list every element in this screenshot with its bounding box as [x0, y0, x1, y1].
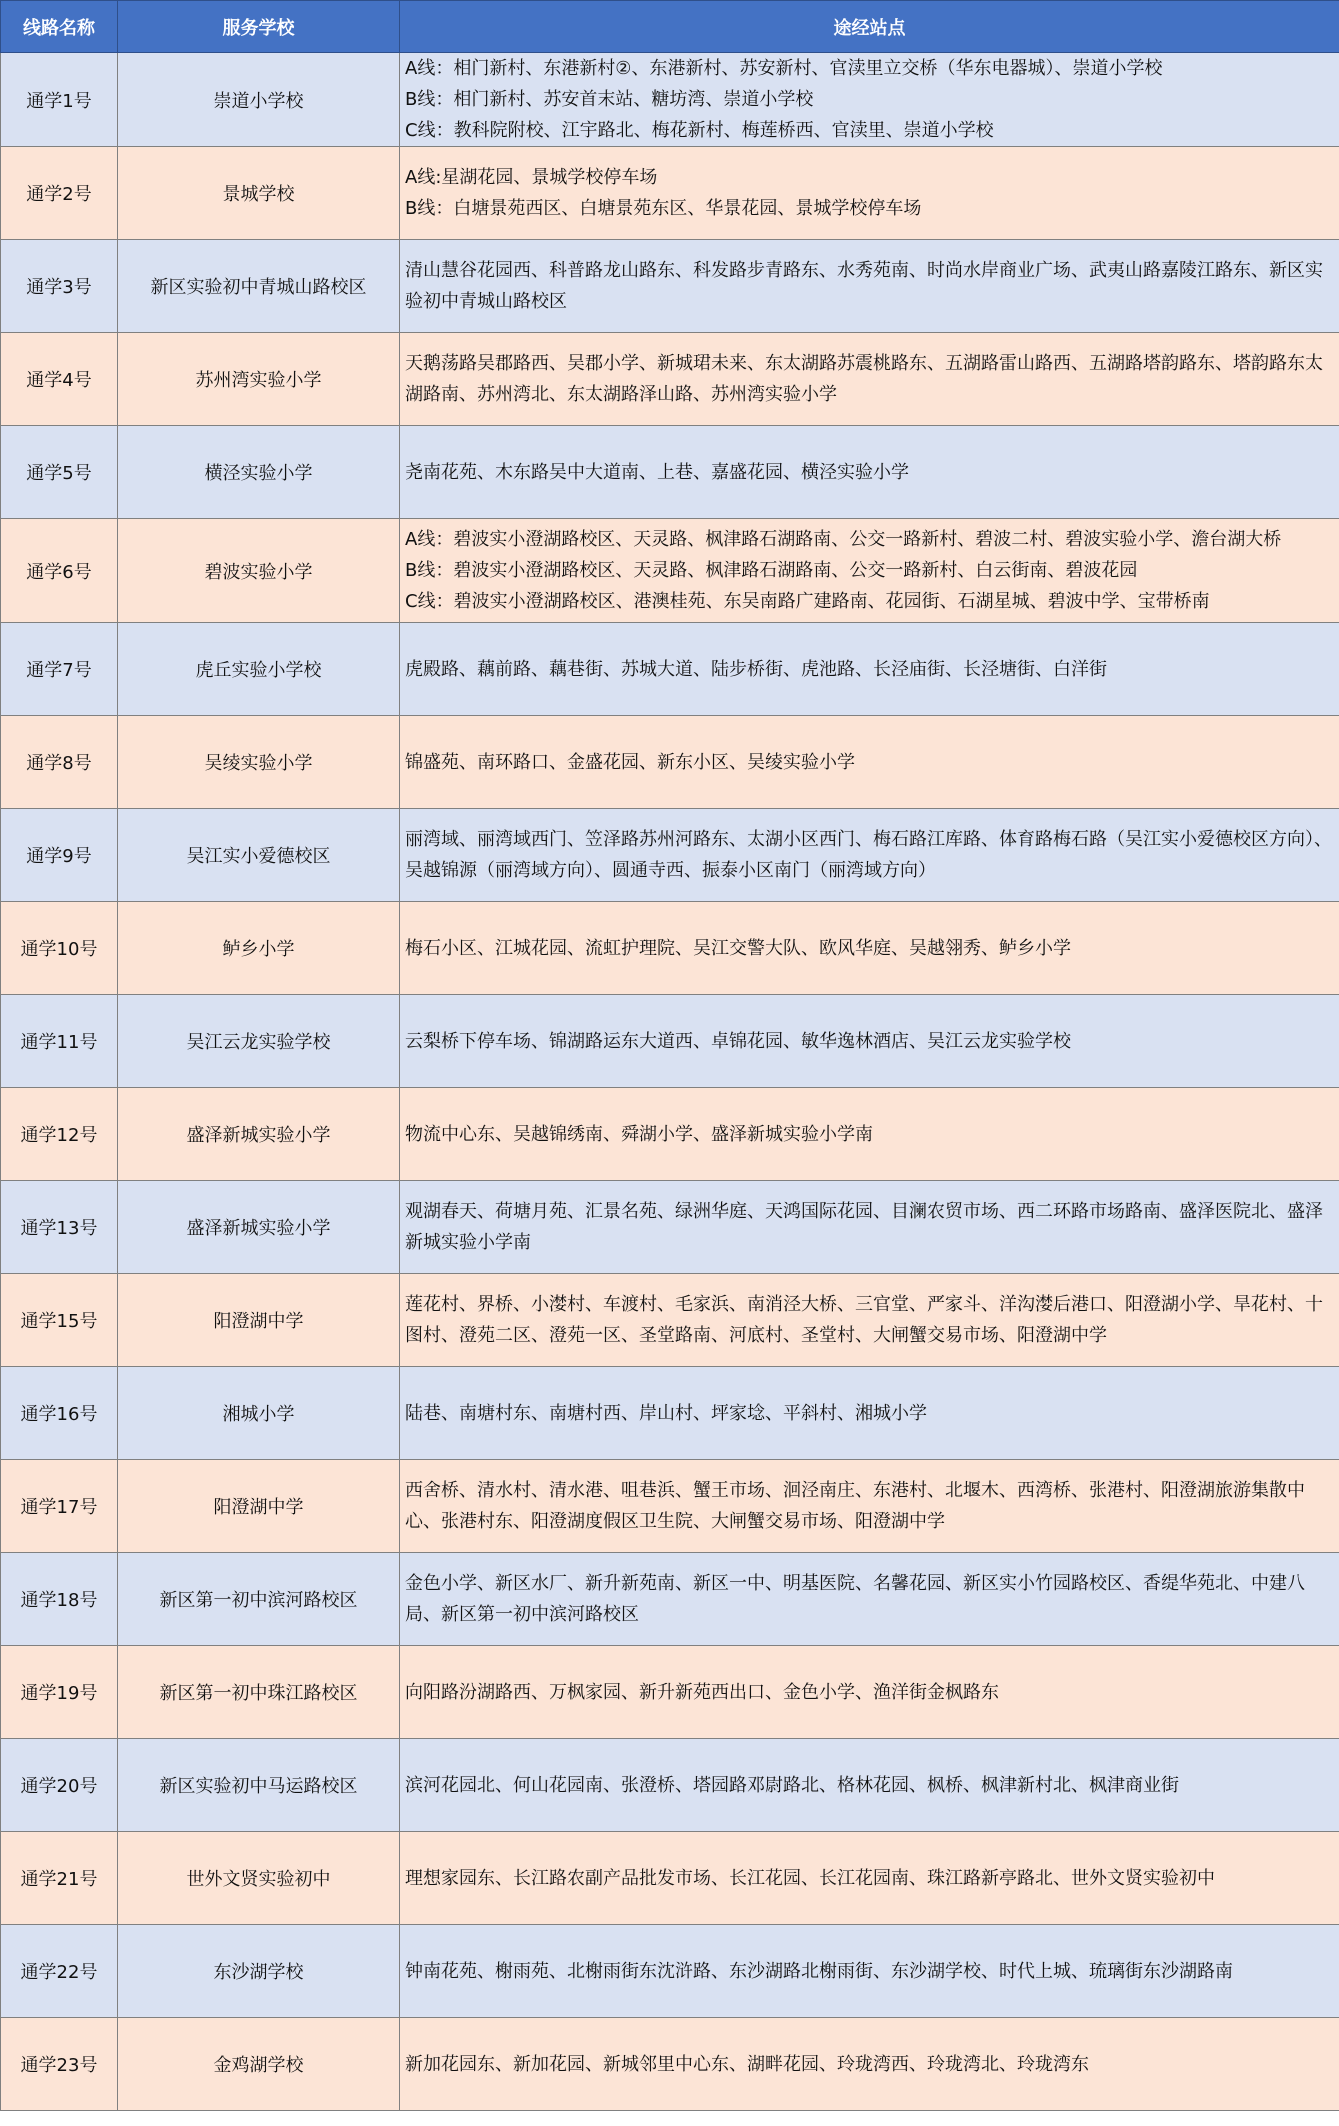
table-row: [1, 1925, 1339, 2018]
school-cell: 吴江实小爱德校区: [118, 809, 400, 902]
stop-line: A线：碧波实小澄湖路校区、天灵路、枫津路石湖路南、公交一路新村、碧波二村、碧波实验小学、澹台湖大桥: [405, 529, 1282, 550]
stop-line: B线：白塘景苑西区、白塘景苑东区、华景花园、景城学校停车场: [405, 198, 922, 219]
header-route-name: 线路名称: [1, 1, 118, 53]
stop-line: B线：碧波实小澄湖路校区、天灵路、枫津路石湖路南、公交一路新村、白云街南、碧波花园: [405, 560, 1138, 581]
route-name-cell: 通学19号: [1, 1646, 118, 1739]
route-name-cell: 通学13号: [1, 1181, 118, 1274]
stops-cell: 锦盛苑、南环路口、金盛花园、新东小区、吴绫实验小学: [400, 716, 1339, 809]
table-row: [1, 1367, 1339, 1460]
school-cell: 新区第一初中滨河路校区: [118, 1553, 400, 1646]
stops-cell: 陆巷、南塘村东、南塘村西、岸山村、坪家埝、平斜村、湘城小学: [400, 1367, 1339, 1460]
stops-cell: [400, 519, 1339, 623]
route-name-cell: 通学21号: [1, 1832, 118, 1925]
header-stops: 途经站点: [400, 1, 1339, 53]
stop-line: C线：教科院附校、江宇路北、梅花新村、梅莲桥西、官渎里、崇道小学校: [405, 120, 994, 141]
stops-cell: 天鹅荡路吴郡路西、吴郡小学、新城珺未来、东太湖路苏震桃路东、五湖路雷山路西、五湖路塔韵路东、塔韵路东太湖路南、苏州湾北、东太湖路泽山路、苏州湾实验小学: [400, 333, 1339, 426]
route-name-cell: 通学9号: [1, 809, 118, 902]
table-row: [1, 1739, 1339, 1832]
stops-cell: 西舍桥、清水村、清水港、咀巷浜、蟹王市场、洄泾南庄、东港村、北堰木、西湾桥、张港村、阳澄湖旅游集散中心、张港村东、阳澄湖度假区卫生院、大闸蟹交易市场、阳澄湖中学: [400, 1460, 1339, 1553]
stops-cell: 莲花村、界桥、小漤村、车渡村、毛家浜、南消泾大桥、三官堂、严家斗、洋沟漤后港口、阳澄湖小学、旱花村、十图村、澄苑二区、澄苑一区、圣堂路南、河底村、圣堂村、大闸蟹交易市场、阳澄湖中学: [400, 1274, 1339, 1367]
stops-cell: 虎殿路、藕前路、藕巷街、苏城大道、陆步桥街、虎池路、长泾庙街、长泾塘街、白洋街: [400, 623, 1339, 716]
route-name-cell: 通学16号: [1, 1367, 118, 1460]
table-body: [1, 53, 1339, 2111]
route-name-cell: 通学2号: [1, 147, 118, 240]
route-name-cell: 通学10号: [1, 902, 118, 995]
table-row: [1, 2018, 1339, 2111]
table-row: [1, 240, 1339, 333]
stop-line: A线:星湖花园、景城学校停车场: [405, 167, 658, 188]
route-name-cell: 通学8号: [1, 716, 118, 809]
route-name-cell: 通学17号: [1, 1460, 118, 1553]
table-row: [1, 1274, 1339, 1367]
route-name-cell: 通学5号: [1, 426, 118, 519]
stops-cell: 钟南花苑、榭雨苑、北榭雨街东沈浒路、东沙湖路北榭雨街、东沙湖学校、时代上城、琉璃街东沙湖路南: [400, 1925, 1339, 2018]
stops-cell: 梅石小区、江城花园、流虹护理院、吴江交警大队、欧风华庭、吴越翎秀、鲈乡小学: [400, 902, 1339, 995]
stops-cell: 云梨桥下停车场、锦湖路运东大道西、卓锦花园、敏华逸林酒店、吴江云龙实验学校: [400, 995, 1339, 1088]
school-cell: 东沙湖学校: [118, 1925, 400, 2018]
route-name-cell: 通学11号: [1, 995, 118, 1088]
school-cell: 新区第一初中珠江路校区: [118, 1646, 400, 1739]
table-row: [1, 623, 1339, 716]
stops-cell: 物流中心东、吴越锦绣南、舜湖小学、盛泽新城实验小学南: [400, 1088, 1339, 1181]
table-row: [1, 716, 1339, 809]
route-name-cell: 通学23号: [1, 2018, 118, 2111]
school-cell: 横泾实验小学: [118, 426, 400, 519]
table-row: [1, 1553, 1339, 1646]
route-name-cell: 通学20号: [1, 1739, 118, 1832]
school-cell: 新区实验初中青城山路校区: [118, 240, 400, 333]
stops-cell: [400, 53, 1339, 147]
table-row: [1, 426, 1339, 519]
table-row: [1, 1460, 1339, 1553]
stops-cell: 观湖春天、荷塘月苑、汇景名苑、绿洲华庭、天鸿国际花园、目澜农贸市场、西二环路市场路南、盛泽医院北、盛泽新城实验小学南: [400, 1181, 1339, 1274]
stops-cell: 新加花园东、新加花园、新城邻里中心东、湖畔花园、玲珑湾西、玲珑湾北、玲珑湾东: [400, 2018, 1339, 2111]
stops-cell: 理想家园东、长江路农副产品批发市场、长江花园、长江花园南、珠江路新亭路北、世外文贤实验初中: [400, 1832, 1339, 1925]
school-cell: 虎丘实验小学校: [118, 623, 400, 716]
stops-cell: 金色小学、新区水厂、新升新苑南、新区一中、明基医院、名馨花园、新区实小竹园路校区、香缇华苑北、中建八局、新区第一初中滨河路校区: [400, 1553, 1339, 1646]
table-row: [1, 1646, 1339, 1739]
route-name-cell: 通学1号: [1, 53, 118, 147]
school-cell: 世外文贤实验初中: [118, 1832, 400, 1925]
school-cell: 阳澄湖中学: [118, 1460, 400, 1553]
route-name-cell: 通学12号: [1, 1088, 118, 1181]
school-cell: 崇道小学校: [118, 53, 400, 147]
table-row: [1, 53, 1339, 147]
stops-cell: 滨河花园北、何山花园南、张澄桥、塔园路邓尉路北、格林花园、枫桥、枫津新村北、枫津商业街: [400, 1739, 1339, 1832]
school-cell: 金鸡湖学校: [118, 2018, 400, 2111]
school-cell: 盛泽新城实验小学: [118, 1088, 400, 1181]
school-cell: 苏州湾实验小学: [118, 333, 400, 426]
school-cell: 阳澄湖中学: [118, 1274, 400, 1367]
route-name-cell: 通学18号: [1, 1553, 118, 1646]
route-name-cell: 通学22号: [1, 1925, 118, 2018]
school-cell: 景城学校: [118, 147, 400, 240]
route-name-cell: 通学4号: [1, 333, 118, 426]
route-name-cell: 通学15号: [1, 1274, 118, 1367]
table-row: [1, 809, 1339, 902]
table-row: [1, 519, 1339, 623]
school-cell: 碧波实验小学: [118, 519, 400, 623]
stops-cell: 向阳路汾湖路西、万枫家园、新升新苑西出口、金色小学、渔洋街金枫路东: [400, 1646, 1339, 1739]
school-cell: 吴绫实验小学: [118, 716, 400, 809]
school-cell: 鲈乡小学: [118, 902, 400, 995]
school-cell: 盛泽新城实验小学: [118, 1181, 400, 1274]
route-name-cell: 通学3号: [1, 240, 118, 333]
table-row: [1, 147, 1339, 240]
school-cell: 新区实验初中马运路校区: [118, 1739, 400, 1832]
school-cell: 吴江云龙实验学校: [118, 995, 400, 1088]
stop-line: B线：相门新村、苏安首末站、糖坊湾、崇道小学校: [405, 89, 814, 110]
table-row: [1, 333, 1339, 426]
table-row: [1, 1088, 1339, 1181]
school-cell: 湘城小学: [118, 1367, 400, 1460]
table-row: [1, 1181, 1339, 1274]
stops-cell: 丽湾域、丽湾域西门、笠泽路苏州河路东、太湖小区西门、梅石路江库路、体育路梅石路（吴江实小爱德校区方向）、吴越锦源（丽湾域方向）、圆通寺西、振泰小区南门（丽湾域方向）: [400, 809, 1339, 902]
header-row: [1, 1, 1339, 53]
header-school: 服务学校: [118, 1, 400, 53]
table-row: [1, 902, 1339, 995]
route-name-cell: 通学7号: [1, 623, 118, 716]
table-row: [1, 1832, 1339, 1925]
stop-line: C线：碧波实小澄湖路校区、港澳桂苑、东吴南路广建路南、花园街、石湖星城、碧波中学、宝带桥南: [405, 591, 1210, 612]
stops-cell: 清山慧谷花园西、科普路龙山路东、科发路步青路东、水秀苑南、时尚水岸商业广场、武夷山路嘉陵江路东、新区实验初中青城山路校区: [400, 240, 1339, 333]
stops-cell: [400, 147, 1339, 240]
stop-line: A线：相门新村、东港新村②、东港新村、苏安新村、官渎里立交桥（华东电器城）、崇道小学校: [405, 58, 1163, 79]
route-name-cell: 通学6号: [1, 519, 118, 623]
table-row: [1, 995, 1339, 1088]
stops-cell: 尧南花苑、木东路吴中大道南、上巷、嘉盛花园、横泾实验小学: [400, 426, 1339, 519]
